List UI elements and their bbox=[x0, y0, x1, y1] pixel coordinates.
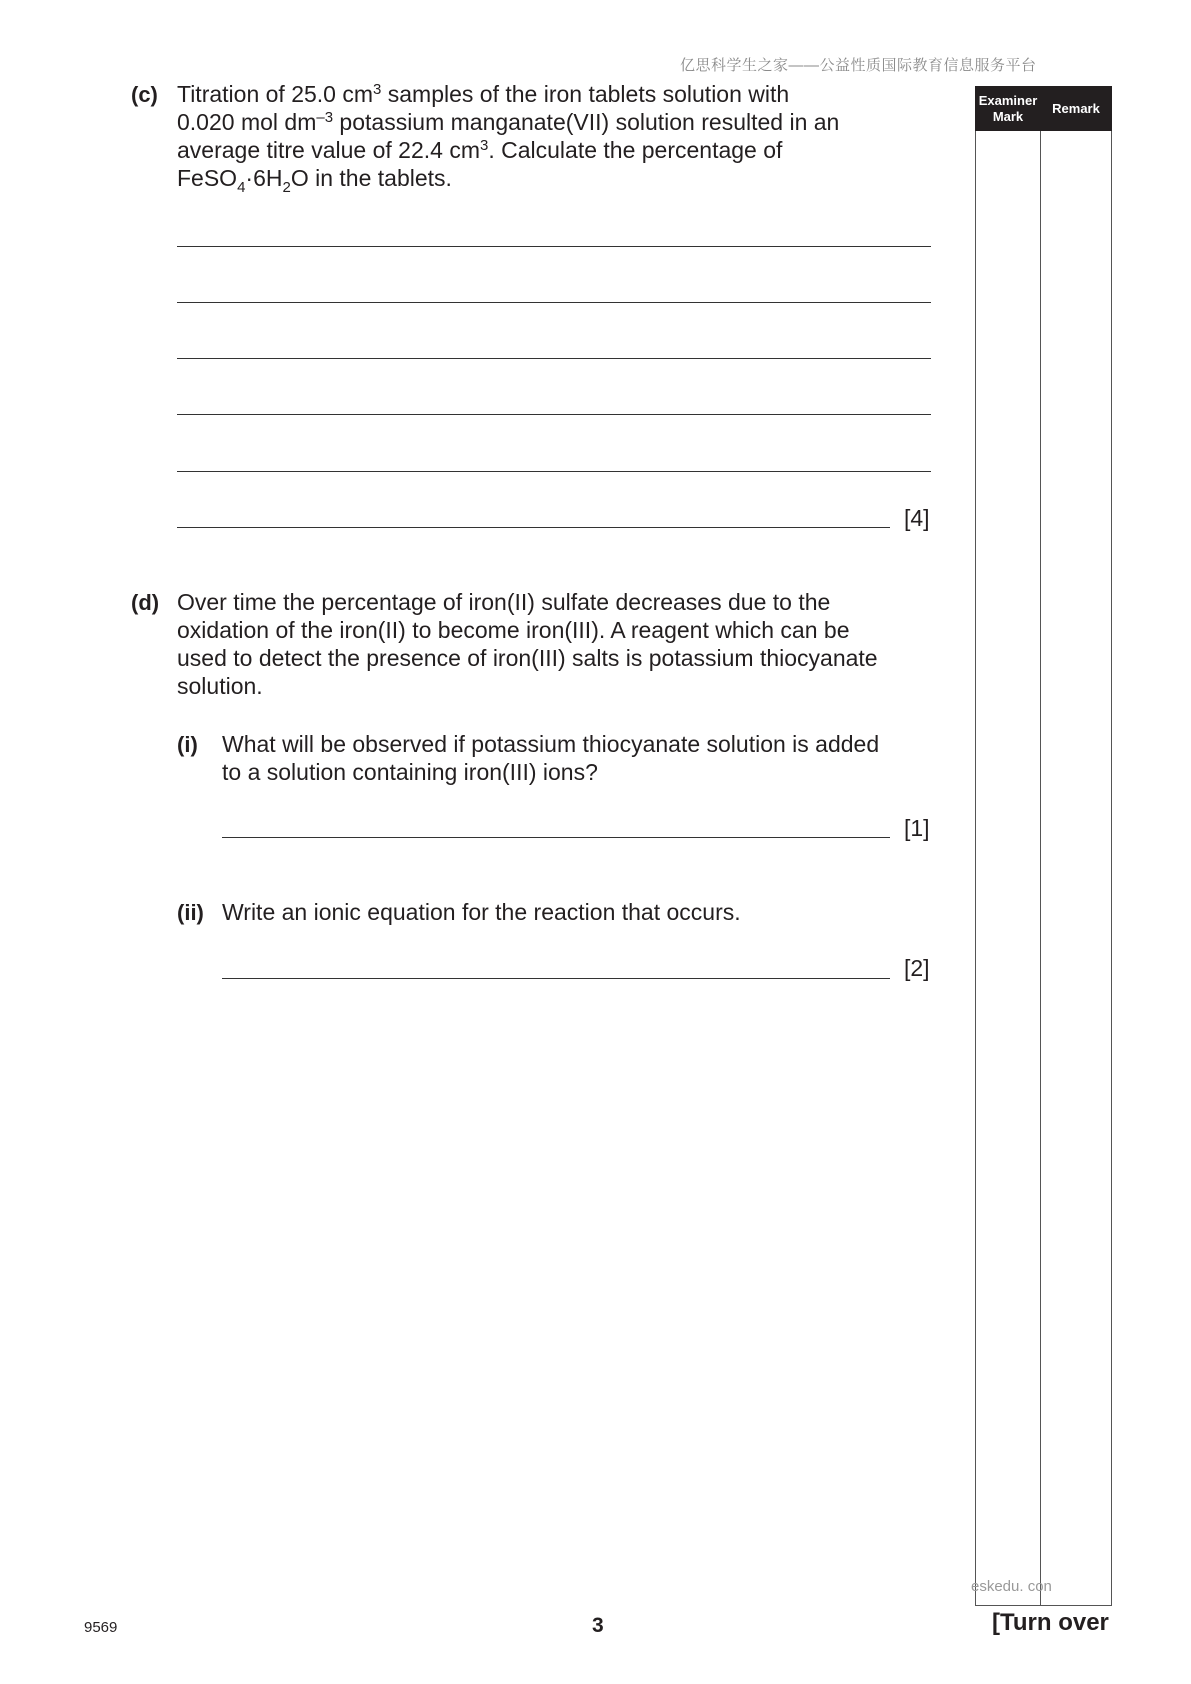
answer-line-c-4[interactable] bbox=[177, 414, 931, 415]
question-label-d-ii: (ii) bbox=[177, 900, 204, 925]
paper-code: 9569 bbox=[84, 1619, 118, 1636]
marks-d-ii: [2] bbox=[904, 955, 930, 981]
answer-line-d-i[interactable] bbox=[222, 837, 890, 838]
answer-line-c-6[interactable] bbox=[177, 527, 890, 528]
answer-line-c-2[interactable] bbox=[177, 302, 931, 303]
question-d-text: Over time the percentage of iron(II) sulfate decreases due to the oxidation of the iron(II) to become iron(III). A reagent which can be used to detect the presence of iron(III) salts is potassium thiocyanate solution. bbox=[177, 589, 878, 699]
examiner-mark-header: Examiner Mark bbox=[975, 86, 1041, 131]
remark-header: Remark bbox=[1040, 86, 1112, 131]
answer-line-c-1[interactable] bbox=[177, 246, 931, 247]
question-d-ii-text: Write an ionic equation for the reaction that occurs. bbox=[222, 899, 741, 925]
watermark-header: 亿思科学生之家——公益性质国际教育信息服务平台 bbox=[680, 57, 1037, 74]
answer-line-c-3[interactable] bbox=[177, 358, 931, 359]
question-label-d: (d) bbox=[131, 590, 160, 615]
turn-over-label: [Turn over bbox=[992, 1609, 1109, 1636]
marks-d-i: [1] bbox=[904, 815, 930, 841]
page-number: 3 bbox=[592, 1614, 604, 1637]
examiner-mark-column bbox=[975, 86, 1041, 1606]
marks-c: [4] bbox=[904, 505, 930, 531]
question-c-text: Titration of 25.0 $cm^3$ samples of the iron tablets solution with 0.020 mol $dm^{-3}$ potassium manganate(VII) solution resulted in an average titre value of 22.4 $cm^3$. Calculate the percentage of $FeSO_4\cdot 6H_2O$ in the tablets. bbox=[177, 81, 840, 196]
answer-line-c-5[interactable] bbox=[177, 471, 931, 472]
remark-column bbox=[1040, 86, 1112, 1606]
answer-line-d-ii[interactable] bbox=[222, 978, 890, 979]
watermark-footer: eskedu. con bbox=[971, 1578, 1052, 1595]
question-label-c: (c) bbox=[131, 82, 158, 107]
question-d-i-text: What will be observed if potassium thiocyanate solution is added to a solution containing iron(III) ions? bbox=[222, 731, 880, 785]
question-label-d-i: (i) bbox=[177, 732, 198, 757]
